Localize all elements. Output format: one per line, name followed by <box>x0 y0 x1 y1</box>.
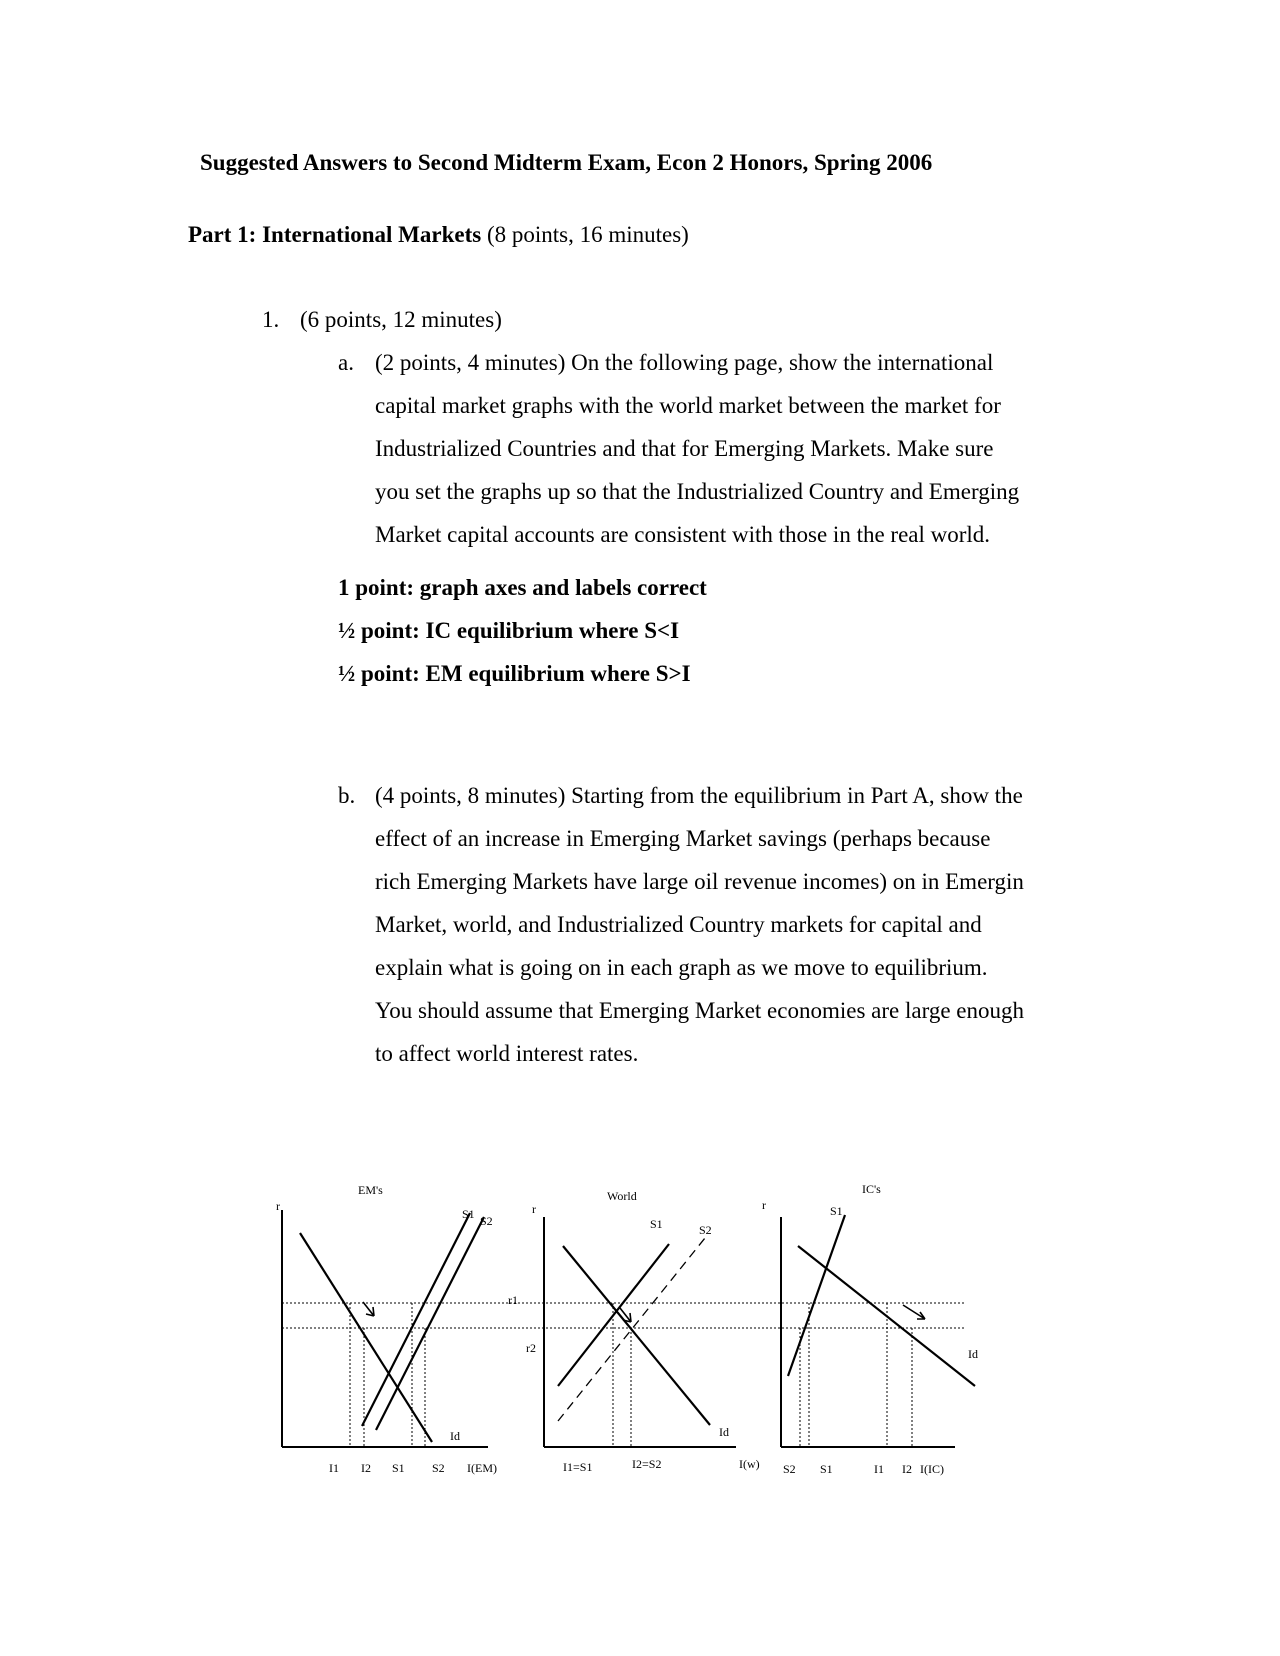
em-tick-label: I1 <box>329 1461 339 1475</box>
em-tick-label: S2 <box>432 1461 445 1475</box>
rubric-item: ½ point: IC equilibrium where S<I <box>338 618 680 643</box>
capital-market-graphs <box>0 1180 1280 1540</box>
question-1a-letter: a. <box>338 350 354 375</box>
world-tick-label: I2=S2 <box>632 1457 662 1471</box>
text-line: (4 points, 8 minutes) Starting from the equilibrium in Part A, show the <box>375 783 1023 808</box>
text-line: to affect world interest rates. <box>375 1041 639 1066</box>
ic-tick-label: I(IC) <box>920 1462 944 1476</box>
ic-movement-arrow-icon <box>903 1305 925 1319</box>
ic-id-label: Id <box>968 1347 978 1361</box>
em-movement-arrow-icon <box>363 1302 374 1316</box>
ic-tick-label: I1 <box>874 1462 884 1476</box>
ic-s1-label: S1 <box>830 1204 843 1218</box>
world-tick-label: I1=S1 <box>563 1460 593 1474</box>
em-id-label: Id <box>450 1429 460 1443</box>
world-title: World <box>607 1189 637 1203</box>
em-title: EM's <box>358 1183 383 1197</box>
grading-rubric <box>338 566 707 695</box>
rubric-item: 1 point: graph axes and labels correct <box>338 575 707 600</box>
part1-detail: (8 points, 16 minutes) <box>486 222 689 247</box>
question-1b-letter: b. <box>338 783 356 808</box>
em-graph <box>276 1183 497 1475</box>
text-line: Industrialized Countries and that for Emerging Markets. Make sure <box>375 436 994 461</box>
world-s2-label: S2 <box>699 1223 712 1237</box>
text-line: you set the graphs up so that the Industrialized Country and Emerging <box>375 479 1020 504</box>
ic-r-label: r <box>762 1198 766 1212</box>
world-id-curve <box>563 1246 710 1425</box>
em-tick-label: I(EM) <box>467 1461 497 1475</box>
ic-tick-label: S2 <box>783 1462 796 1476</box>
text-line: (2 points, 4 minutes) On the following page, show the international <box>375 350 994 375</box>
question-1a-text <box>375 341 1019 556</box>
part1-heading <box>188 222 689 248</box>
text-line: rich Emerging Markets have large oil revenue incomes) on in Emergin <box>375 869 1024 894</box>
ic-tick-label: I2 <box>902 1462 912 1476</box>
text-line: explain what is going on in each graph as we move to equilibrium. <box>375 955 988 980</box>
em-s2-curve <box>376 1217 484 1430</box>
world-r1-label: r1 <box>508 1293 518 1307</box>
text-line: capital market graphs with the world market between the market for <box>375 393 1001 418</box>
world-r2-label: r2 <box>526 1341 536 1355</box>
text-line: You should assume that Emerging Market economies are large enough <box>375 998 1024 1023</box>
question-number: 1. <box>262 307 280 332</box>
world-s1-label: S1 <box>650 1217 663 1231</box>
em-r-label: r <box>276 1199 280 1213</box>
question-1b-text <box>375 774 1024 1075</box>
em-id-curve <box>300 1233 432 1442</box>
em-s1-label: S1 <box>462 1207 475 1221</box>
ic-tick-label: S1 <box>820 1462 833 1476</box>
em-s2-label: S2 <box>480 1214 493 1228</box>
world-graph <box>508 1189 760 1474</box>
world-movement-arrow-icon <box>620 1308 631 1322</box>
em-s1-curve <box>362 1213 470 1426</box>
world-id-label: Id <box>719 1425 729 1439</box>
em-tick-label: S1 <box>392 1461 405 1475</box>
part1-title: Part 1: International Markets <box>188 222 482 247</box>
text-line: Market capital accounts are consistent with those in the real world. <box>375 522 991 547</box>
page-title: Suggested Answers to Second Midterm Exam, Econ 2 Honors, Spring 2006 <box>200 150 933 175</box>
ic-title: IC's <box>862 1182 881 1196</box>
world-r-label: r <box>532 1202 536 1216</box>
question-1-detail: (6 points, 12 minutes) <box>300 307 502 332</box>
ic-graph <box>762 1182 978 1476</box>
world-tick-label: I(w) <box>739 1457 760 1471</box>
text-line: effect of an increase in Emerging Market savings (perhaps because <box>375 826 991 851</box>
text-line: Market, world, and Industrialized Country markets for capital and <box>375 912 982 937</box>
question-1 <box>262 307 502 333</box>
em-tick-label: I2 <box>361 1461 371 1475</box>
ic-s1-curve <box>788 1215 845 1376</box>
rubric-item: ½ point: EM equilibrium where S>I <box>338 661 691 686</box>
